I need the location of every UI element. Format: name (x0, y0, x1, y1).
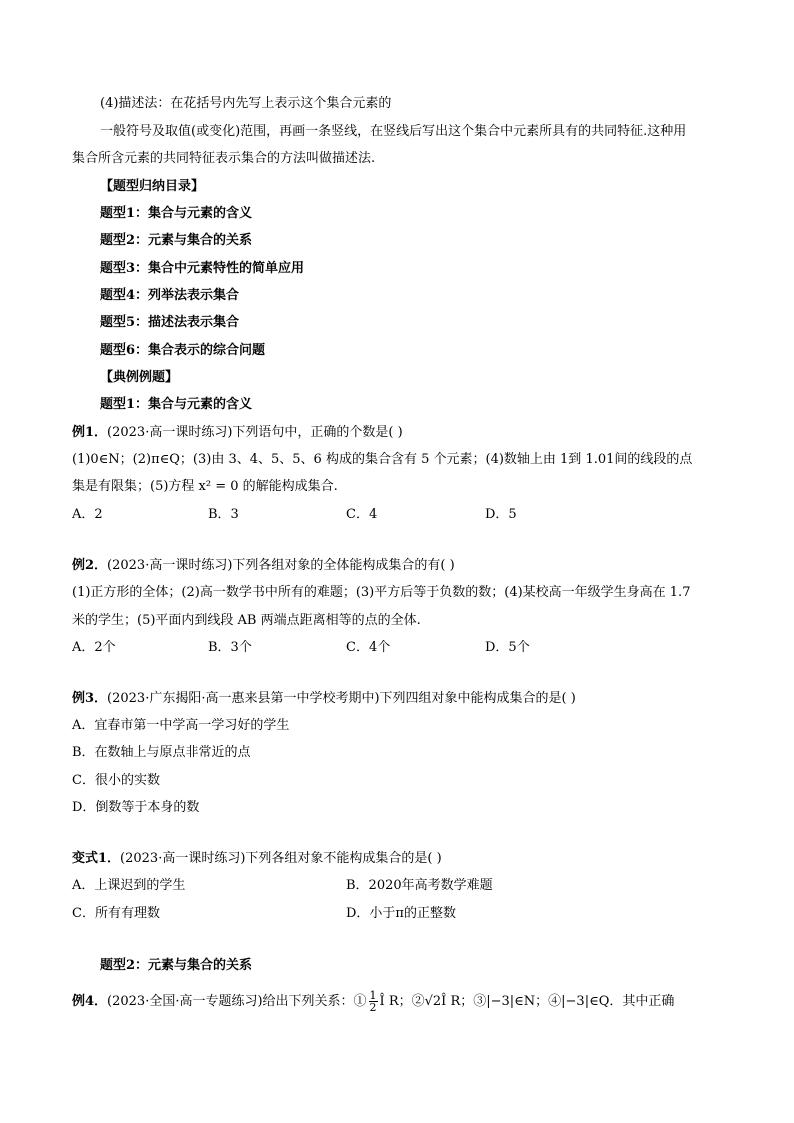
type1-title: 题型1：集合与元素的含义 (100, 397, 253, 412)
ex1-option-a: A．2 (72, 507, 103, 522)
var1-option-a: A．上课迟到的学生 (72, 878, 186, 893)
ex1-option-c: C．4 (346, 507, 378, 522)
fraction-numerator: 1 (369, 989, 377, 1002)
intro-line-1: (4)描述法：在花括号内先写上表示这个集合元素的 (100, 96, 392, 111)
catalog-item-6: 题型6：集合表示的综合问题 (100, 343, 266, 358)
var1-option-c: C．所有有理数 (72, 906, 160, 921)
ex2-option-c: C．4个 (346, 640, 391, 655)
ex2-stem-line (72, 557, 455, 575)
var1-stem-line (72, 850, 442, 868)
var1-stem: (2023·高一课时练习)下列各组对象不能构成集合的是( ) (120, 851, 442, 866)
ex1-option-d: D．5 (485, 507, 517, 522)
ex3-option-b: B．在数轴上与原点非常近的点 (72, 745, 251, 760)
ex2-stem: (2023·高一课时练习)下列各组对象的全体能构成集合的有( ) (107, 558, 455, 573)
ex2-label: 例2． (72, 558, 108, 573)
ex4-abs-4: |−3|∈Q．其中正确 (561, 994, 675, 1009)
ex1-line-3: 集是有限集；(5)方程 x² = 0 的解能构成集合. (72, 479, 338, 494)
ex2-option-d: D．5个 (485, 640, 530, 655)
ex3-option-a: A．宜春市第一中学高一学习好的学生 (72, 718, 290, 733)
ex4-stem-a: (2023·全国·高一专题练习)给出下列关系：① (107, 994, 367, 1009)
ex4-label: 例4． (72, 994, 108, 1009)
catalog-item-3: 题型3：集合中元素特性的简单应用 (100, 261, 305, 276)
ex2-line-3: 米的学生；(5)平面内到线段 AB 两端点距离相等的点的全体. (72, 613, 421, 628)
ex2-line-2: (1)正方形的全体；(2)高一数学书中所有的难题；(3)平方后等于负数的数；(4)某校高一年级学生身高在 1.7 (72, 585, 691, 600)
catalog-title: 【题型归纳目录】 (100, 179, 205, 194)
ex1-option-b: B．3 (208, 507, 239, 522)
ex1-stem: (2023·高一课时练习)下列语句中，正确的个数是( ) (107, 425, 403, 440)
catalog-item-1: 题型1：集合与元素的含义 (100, 206, 253, 221)
ex3-option-d: D．倒数等于本身的数 (72, 800, 200, 815)
ex2-option-a: A．2个 (72, 640, 116, 655)
catalog-item-5: 题型5：描述法表示集合 (100, 315, 240, 330)
ex3-option-c: C．很小的实数 (72, 773, 160, 788)
ex3-stem: (2023·广东揭阳·高一惠来县第一中学校考期中)下列四组对象中能构成集合的是( ) (107, 691, 576, 706)
var1-option-b: B．2020年高考数学难题 (346, 878, 493, 893)
intro-line-3: 集合所含元素的共同特征表示集合的方法叫做描述法. (72, 151, 376, 166)
var1-option-d: D．小于π的正整数 (346, 906, 456, 921)
ex1-line-2: (1)0∈N；(2)π∈Q；(3)由 3、4、5、5、6 构成的集合含有 5 个元素；(4)数轴上由 1到 1.01间的线段的点 (72, 452, 693, 467)
ex1-stem-line (72, 424, 403, 442)
catalog-item-2: 题型2：元素与集合的关系 (100, 233, 253, 248)
type2-title: 题型2：元素与集合的关系 (100, 958, 253, 973)
ex1-label: 例1． (72, 425, 108, 440)
ex4-rel-2: Î R；③ (441, 994, 487, 1009)
examples-title: 【典例例题】 (100, 370, 179, 385)
var1-label: 变式1． (72, 851, 121, 866)
catalog-item-4: 题型4：列举法表示集合 (100, 288, 240, 303)
ex3-label: 例3． (72, 691, 108, 706)
ex4-stem-line (72, 990, 674, 1013)
ex2-option-b: B．3个 (208, 640, 252, 655)
ex3-stem-line (72, 690, 576, 708)
fraction-one-half (369, 990, 378, 1013)
intro-line-2: 一般符号及取值(或变化)范围，再画一条竖线，在竖线后写出这个集合中元素所具有的共同特征.这种用 (100, 124, 687, 139)
ex4-abs-3: |−3|∈N；④ (486, 994, 562, 1009)
fraction-denominator: 2 (369, 1001, 377, 1014)
sqrt-two: √2 (424, 994, 442, 1009)
ex4-rel-1: Î R；② (379, 994, 425, 1009)
